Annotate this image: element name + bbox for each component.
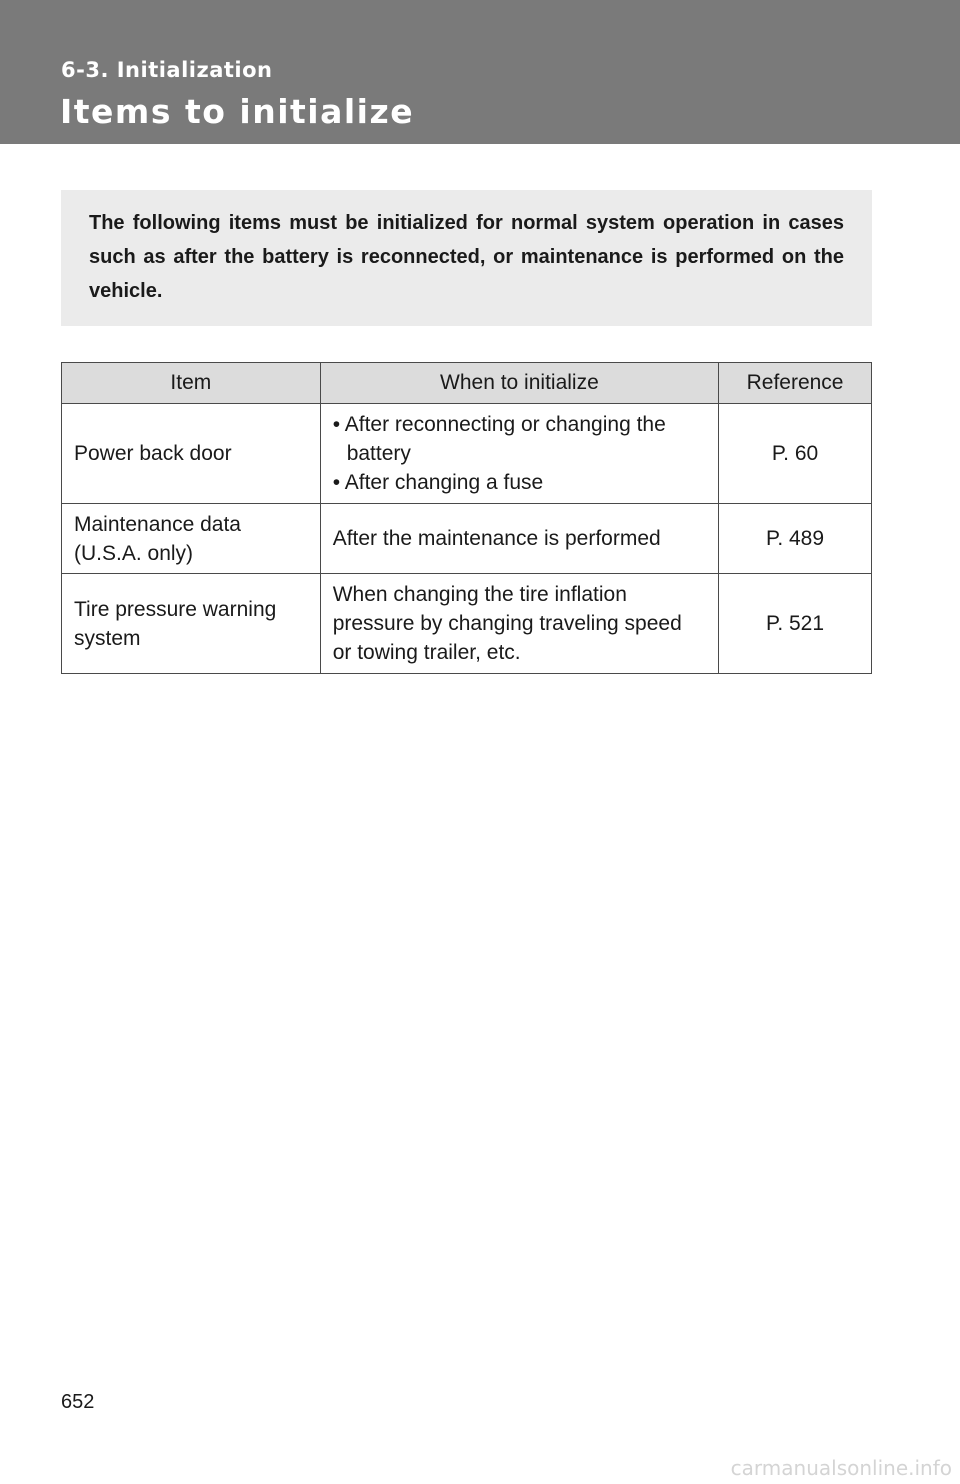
intro-text: The following items must be initialized for normal system operation in cases such as after the battery is reconnected, or maintenance is performed on the vehicle. xyxy=(89,212,844,302)
cell-when: When changing the tire inflation pressure by changing traveling speed or towing trailer, etc. xyxy=(320,574,718,674)
watermark: carmanualsonline.info xyxy=(730,1456,952,1480)
initialization-table xyxy=(61,362,872,674)
cell-item: Power back door xyxy=(62,404,321,504)
cell-item: Maintenance data (U.S.A. only) xyxy=(62,504,321,574)
intro-box xyxy=(61,190,872,326)
cell-when xyxy=(320,404,718,504)
column-header-when: When to initialize xyxy=(320,363,718,404)
column-header-item: Item xyxy=(62,363,321,404)
list-item: • After reconnecting or changing the battery xyxy=(332,413,666,465)
cell-reference: P. 521 xyxy=(719,574,872,674)
table-row xyxy=(62,504,872,574)
page-title: Items to initialize xyxy=(60,92,415,131)
cell-reference: P. 489 xyxy=(719,504,872,574)
page-number: 652 xyxy=(61,1391,95,1413)
table-header-row xyxy=(62,363,872,404)
table-row xyxy=(62,574,872,674)
when-list xyxy=(333,410,706,497)
list-item-text: After reconnecting or changing the battery xyxy=(344,413,666,465)
cell-item: Tire pressure warning system xyxy=(62,574,321,674)
list-item: • After changing a fuse xyxy=(332,471,544,494)
list-item-text: After changing a fuse xyxy=(344,471,544,494)
table-row xyxy=(62,404,872,504)
cell-when: After the maintenance is performed xyxy=(320,504,718,574)
column-header-reference: Reference xyxy=(719,363,872,404)
cell-reference: P. 60 xyxy=(719,404,872,504)
page-header xyxy=(0,0,960,144)
section-label: 6-3. Initialization xyxy=(61,58,273,82)
